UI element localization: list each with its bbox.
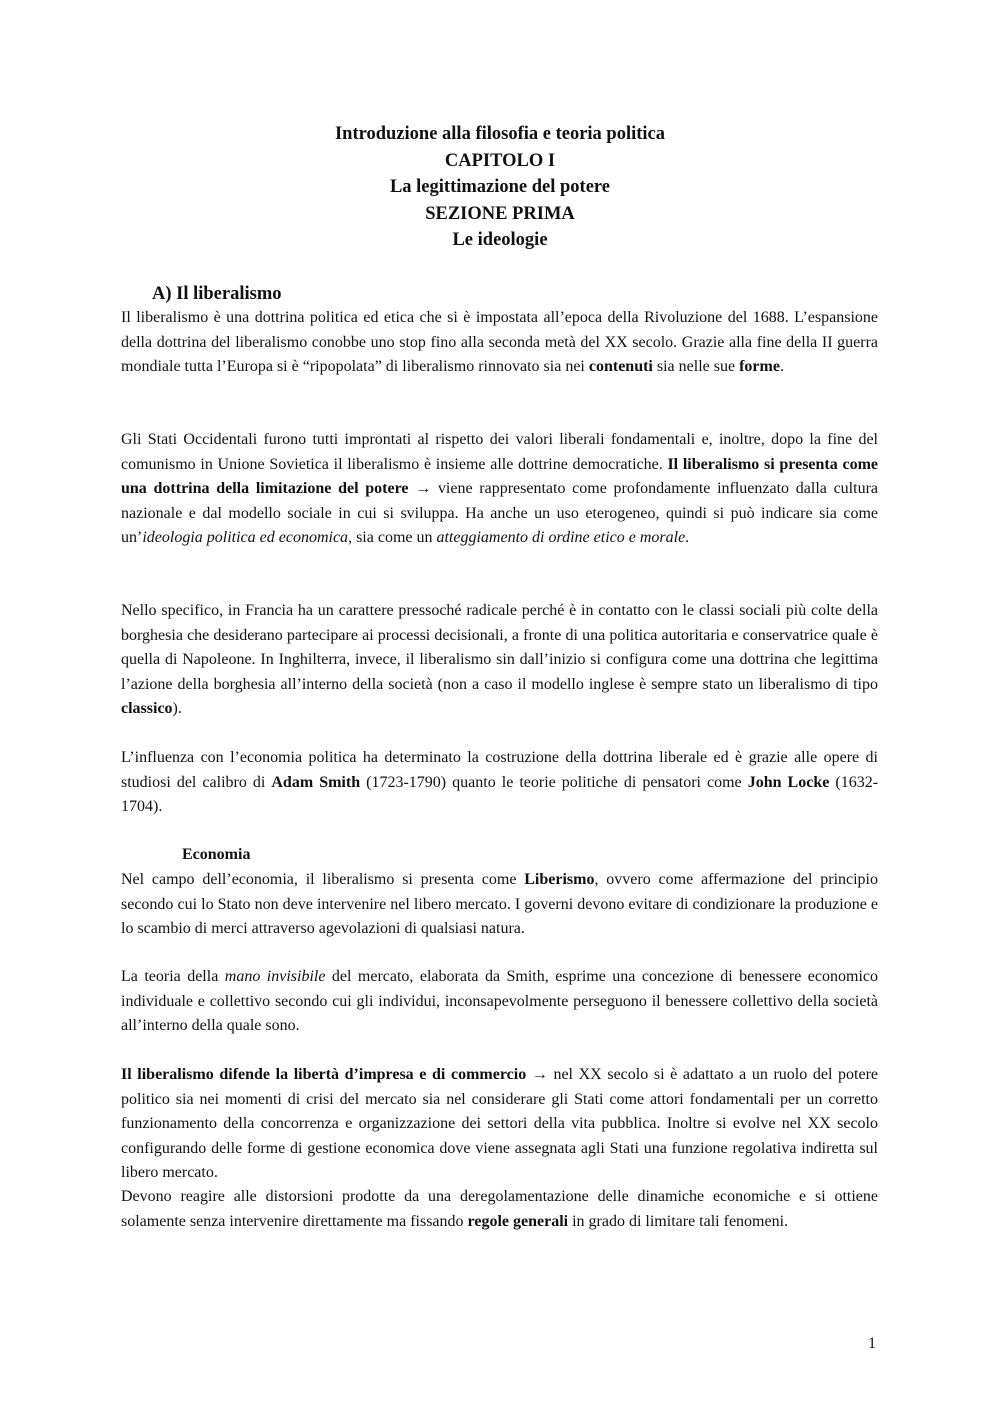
paragraph-regole-generali: Devono reagire alle distorsioni prodotte da una deregolamentazione delle dinamiche economiche e si ottiene solamente senza intervenire direttamente ma fissando regole generali in grado di limitare tali fenomeni. (121, 1188, 878, 1230)
paragraph-liberalismo-states: Gli Stati Occidentali furono tutti improntati al rispetto dei valori liberali fondamentali e, inoltre, dopo la fine del comunismo in Unione Sovietica il liberalismo è insieme alle dottrine democratiche. Il liberalismo si presenta come una dottrina della limitazione del potere → viene rappresentato come profondamente influenzato dalla cultura nazionale e dal modello sociale in cui si sviluppa. Ha anche un uso eterogeneo, quindi si può indicare sia come un’ideologia politica ed economica, sia come un atteggiamento di ordine etico e morale. (121, 431, 878, 546)
course-title: Introduzione alla filosofia e teoria politica (334, 124, 666, 144)
heading-liberalismo: A) Il liberalismo (152, 284, 282, 304)
section-label: SEZIONE PRIMA (425, 203, 575, 224)
chapter-label: CAPITOLO I (444, 150, 556, 171)
paragraph-mano-invisibile: La teoria della mano invisibile del mercato, elaborata da Smith, esprime una concezione di benessere economico individuale e collettivo secondo cui gli individui, inconsapevolmente perseguono il benessere collettivo della società all’interno della quale sono. (121, 968, 879, 1034)
heading-economia: Economia (182, 846, 251, 863)
paragraph-liberalismo-france-england: Nello specifico, in Francia ha un carattere pressoché radicale perché è in contatto con le classi sociali più colte della borghesia che desiderano partecipare ai processi decisionali, a fronte di una politica autoritaria e conservatrice quale è quella di Napoleone. In Inghilterra, invece, il liberalismo sin dall’inizio si configura come una dottrina che legittima l’azione della borghesia all’interno della società (non a caso il modello inglese è sempre stato un liberalismo di tipo classico). (121, 602, 878, 717)
page-number: 1 (868, 1335, 876, 1352)
paragraph-liberismo: Nel campo dell’economia, il liberalismo si presenta come Liberismo, ovvero come affermazione del principio secondo cui lo Stato non deve intervenire nel libero mercato. I governi devono evitare di condizionare la produzione e lo scambio di merci attraverso agevolazioni di qualsiasi natura. (121, 871, 879, 937)
title-block (0, 121, 1000, 254)
chapter-title: La legittimazione del potere (389, 177, 611, 197)
section-title: Le ideologie (452, 230, 548, 250)
paragraph-liberalismo-origins: Il liberalismo è una dottrina politica ed etica che si è impostata all’epoca della Rivoluzione del 1688. L’espansione della dottrina del liberalismo conobbe uno stop fino alla seconda metà del XX secolo. Grazie alla fine della II guerra mondiale tutta l’Europa si è “ripopolata” di liberalismo rinnovato sia nei contenuti sia nelle sue forme. (121, 309, 878, 375)
paragraph-liberta-impresa: Il liberalismo difende la libertà d’impresa e di commercio → nel XX secolo si è adattato a un ruolo del potere politico sia nei momenti di crisi del mercato sia nel considerare gli Stati come attori fondamentali per un corretto funzionamento della concorrenza e organizzazione dei settori della vita pubblica. Inoltre si evolve nel XX secolo configurando delle forme di gestione economica dove viene assegnata agli Stati una funzione regolativa indiretta sul libero mercato. (121, 1066, 879, 1181)
paragraph-liberalismo-economy-influence: L’influenza con l’economia politica ha determinato la costruzione della dottrina liberale ed è grazie alle opere di studiosi del calibro di Adam Smith (1723-1790) quanto le teorie politiche di pensatori come John Locke (1632-1704). (121, 749, 879, 815)
